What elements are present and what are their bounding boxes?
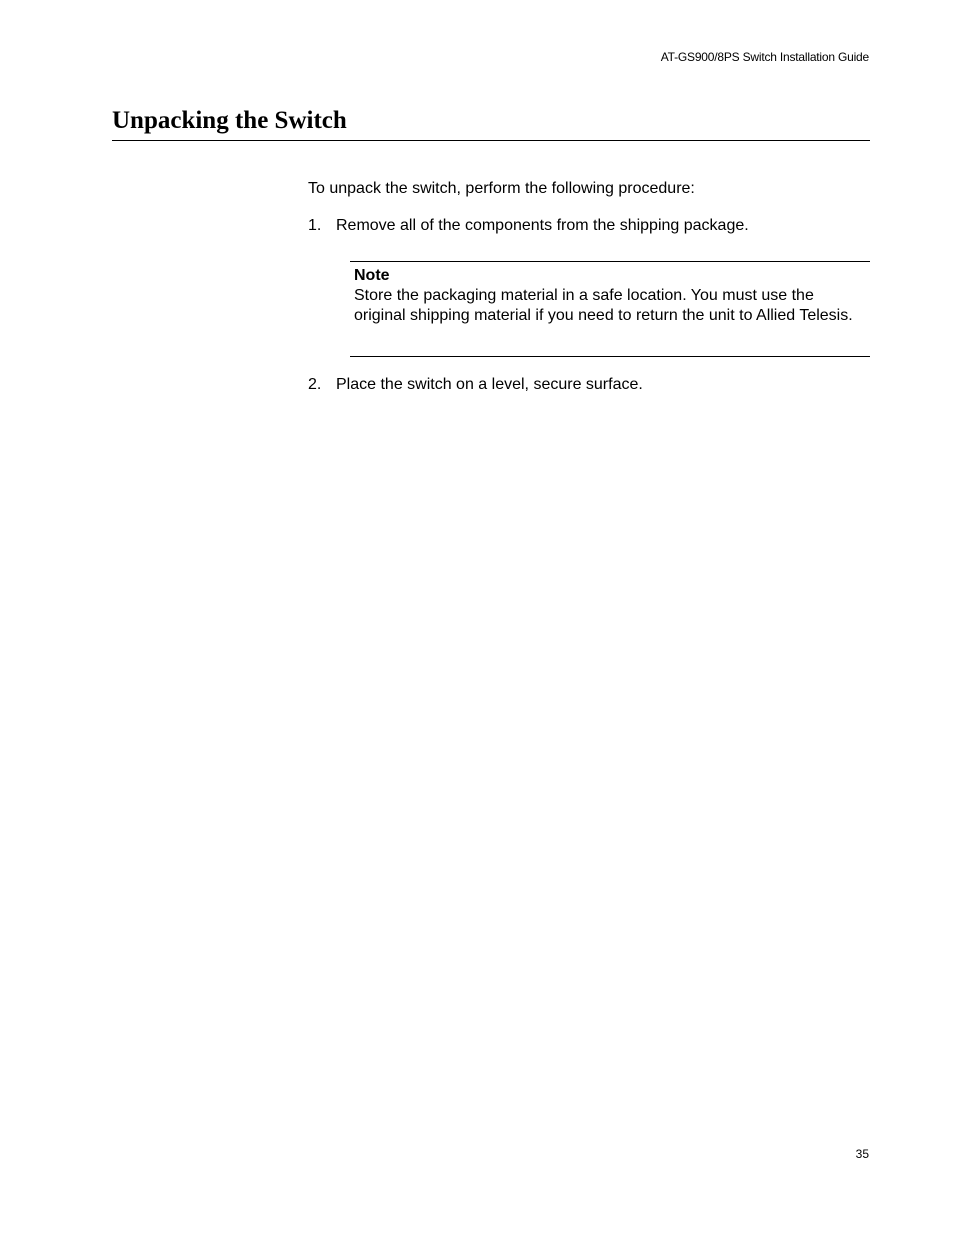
title-rule [112,140,870,141]
section-title: Unpacking the Switch [112,107,347,134]
step-1-text: Remove all of the components from the shipping package. [336,217,749,234]
intro-paragraph: To unpack the switch, perform the following procedure: [308,180,695,197]
step-2 [308,374,643,396]
note-box [350,261,870,357]
step-1-number: 1. [308,217,322,234]
step-2-text: Place the switch on a level, secure surface. [336,376,643,393]
running-header: AT-GS900/8PS Switch Installation Guide [660,50,869,64]
step-2-number: 2. [308,376,322,393]
step-1 [308,215,749,237]
note-text: Store the packaging material in a safe location. You must use the original shipping material if you need to return the unit to Allied Telesis. [354,287,853,324]
note-label: Note [354,267,390,284]
page-number: 35 [855,1147,869,1161]
